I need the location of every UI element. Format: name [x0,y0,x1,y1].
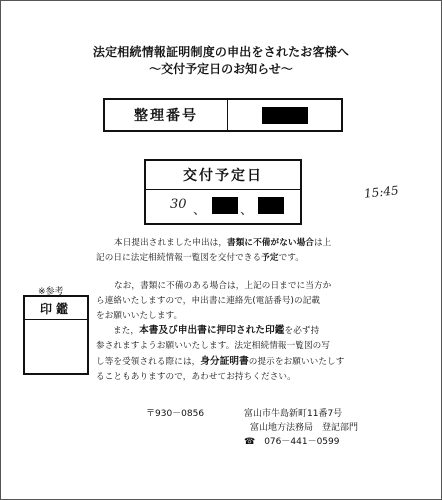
redaction-block [262,107,308,124]
handwritten-year: 30 [170,197,187,212]
paragraph-seal-request: また，本書及び申出書に押印された印鑑を必ず持 参されますようお願いいたします。法定相続情報一覧図の写 し等を受領される際には，身分証明書の提示をお願いいたしす ることもありますので，あわせてお持ちください。 [96,325,345,382]
registration-number-box [103,98,343,132]
handwritten-time: 15:45 [363,183,400,201]
postal-code: 〒930－0856 [146,409,205,419]
redaction-block [212,197,238,214]
reference-note: ※参考 [38,287,64,297]
office-phone: ☎ 076－441－0599 [244,437,340,447]
office-address: 富山市牛島新町11番7号 [244,409,343,419]
seal-label: 印鑑 [25,297,87,320]
delivery-date-box [144,159,302,225]
notice-subtitle: ～交付予定日のお知らせ～ [149,62,293,76]
date-separator: 、 [193,203,207,218]
paragraph-deficiency: なお，書類に不備のある場合は，上記の日までに当方か ら連絡いたしますので，申出書に連絡先(電話番号)の記載 をお願いいたします。 [96,281,332,321]
registration-number-value [228,100,341,130]
date-separator: 、 [240,203,254,218]
notice-title: 法定相続情報証明制度の申出をされたお客様へ [92,45,350,59]
seal-box [23,295,89,375]
delivery-date-label: 交付予定日 [146,161,300,190]
registration-number-label: 整理番号 [105,100,228,130]
redaction-block [258,197,284,214]
delivery-date-value [146,190,300,222]
office-name: 富山地方法務局 登記部門 [250,423,359,433]
paragraph-availability: 本日提出されました申出は，書類に不備がない場合は上 記の日に法定相続情報一覧図を交付できる予定です。 [96,238,332,263]
